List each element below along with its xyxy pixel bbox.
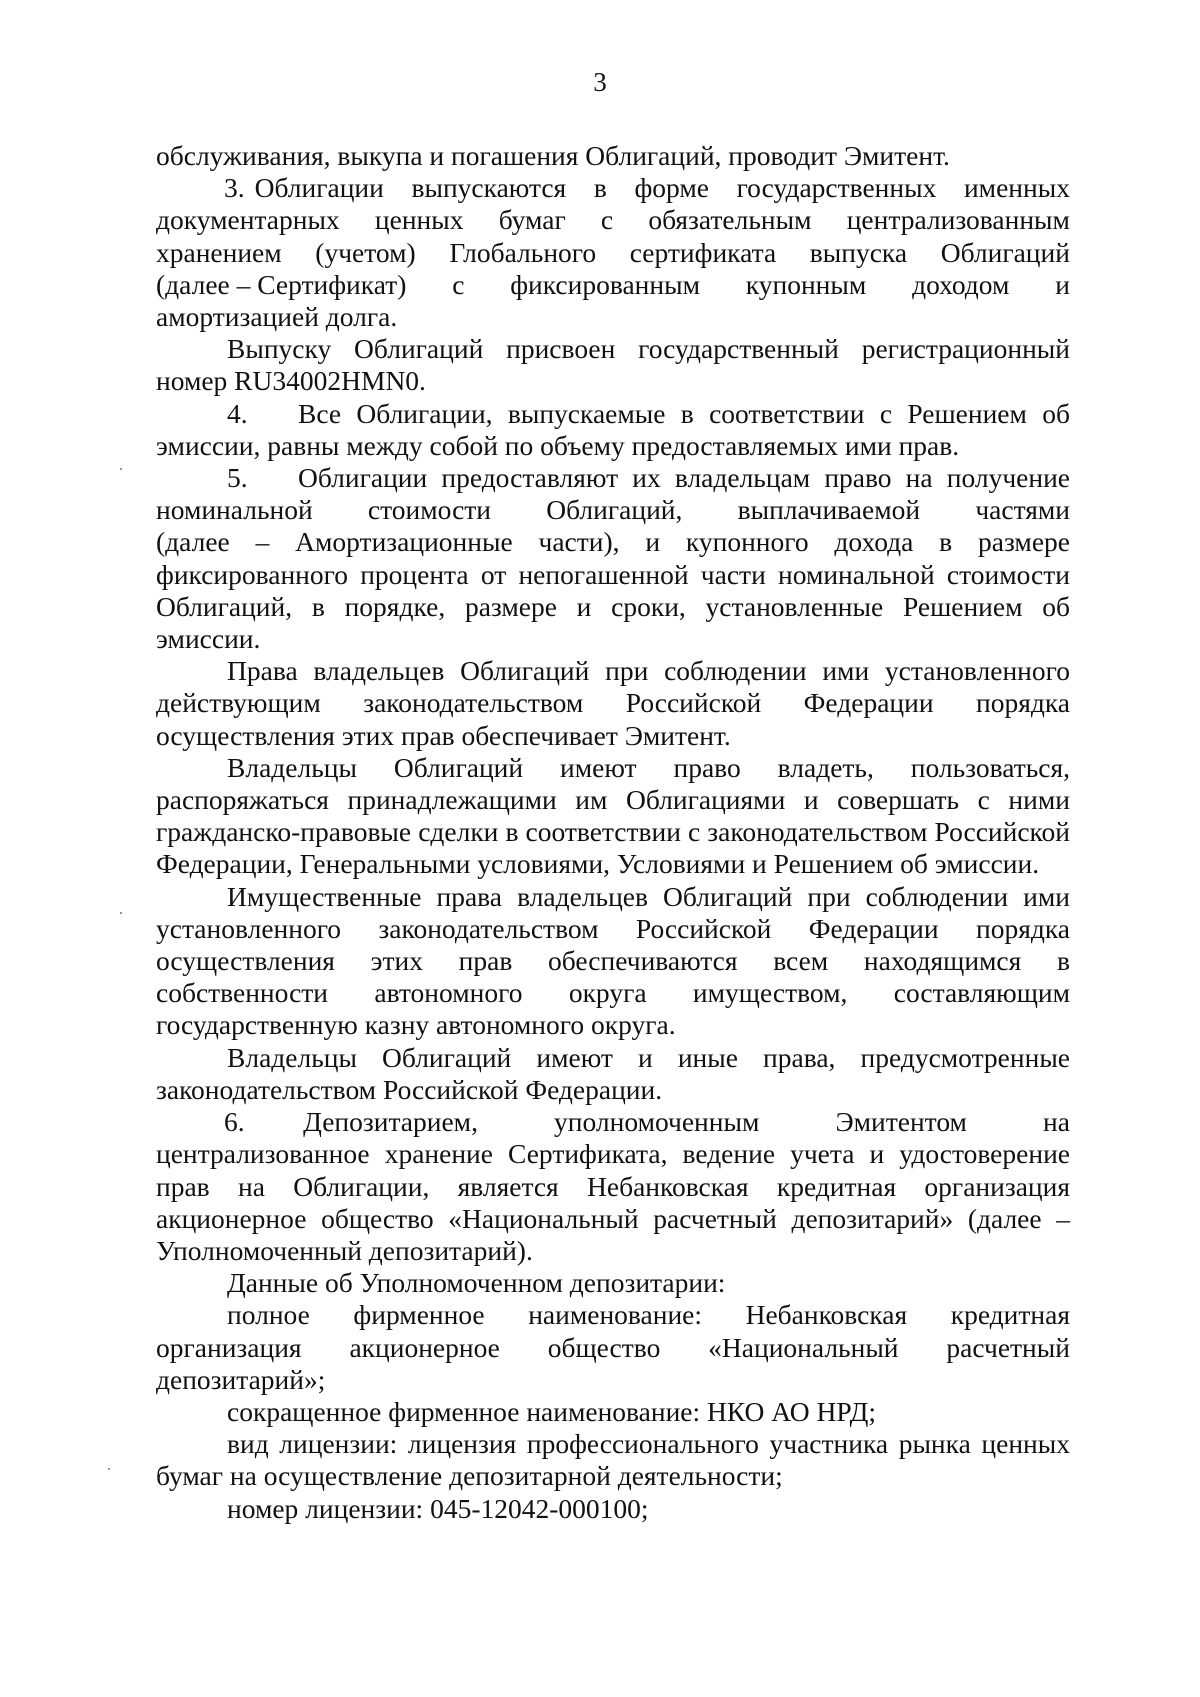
paragraph-4-number: 4. xyxy=(227,397,248,429)
word: Облигации xyxy=(254,172,384,204)
document-body xyxy=(156,140,1070,1525)
paragraph-registration-number: Выпуску Облигаций присвоен государственный регистрационный номер RU34002HMN0. xyxy=(156,333,1070,397)
paragraph-other-rights: Владельцы Облигаций имеют и иные права, предусмотренные законодательством Российской Федерации. xyxy=(156,1041,1070,1105)
word: ценных xyxy=(374,204,464,236)
word: Депозитарием, xyxy=(303,1106,478,1138)
scan-speck xyxy=(108,1468,110,1470)
word: сертификата xyxy=(629,236,777,268)
word: централизованным xyxy=(846,204,1070,236)
word: организация xyxy=(156,1331,302,1363)
paragraph-property-rights: Имущественные права владельцев Облигаций при соблюдении ими установленного законодательством Российской Федерации порядка осуществления этих прав обеспечиваются всем находящимся в собственности автономного округа имуществом, составляющим государственную казну автономного округа. xyxy=(156,880,1070,1041)
word: документарных xyxy=(156,204,340,236)
word: стоимости xyxy=(367,494,492,526)
word: выпускаются xyxy=(411,172,567,204)
paragraph-license-type: вид лицензии: лицензия профессионального участника рынка ценных бумаг на осуществление депозитарной деятельности; xyxy=(156,1428,1070,1492)
paragraph-3-line-5: амортизацией долга. xyxy=(156,301,398,333)
word: в xyxy=(593,172,607,204)
word: акционерное xyxy=(349,1331,500,1363)
paragraph-4-text: Все Облигации, выпускаемые в соответствии с Решением об эмиссии, равны между собой по объему предоставляемых ими прав. xyxy=(156,397,1070,461)
word: обязательным xyxy=(648,204,812,236)
word: государственных xyxy=(736,172,937,204)
word: фирменное xyxy=(353,1299,485,1331)
paragraph-5-line-2 xyxy=(156,494,1070,526)
word: «Национальный xyxy=(708,1331,899,1363)
paragraph-3-line-3 xyxy=(156,237,1070,269)
word: на xyxy=(1043,1106,1070,1138)
paragraph-4 xyxy=(156,398,1070,462)
word: номинальной xyxy=(156,494,313,526)
page-number: 3 xyxy=(593,67,607,97)
paragraph-3-line-2 xyxy=(156,204,1070,236)
word: частями xyxy=(975,494,1070,526)
word: Эмитентом xyxy=(835,1106,967,1138)
paragraph-full-name-line-3: депозитарий»; xyxy=(156,1363,326,1395)
word: полное xyxy=(227,1299,310,1331)
word: с xyxy=(452,268,465,300)
word: купонным xyxy=(745,268,867,300)
word: Глобального xyxy=(449,236,597,268)
paragraph-6-line-1 xyxy=(156,1106,1070,1138)
word: выпуска xyxy=(809,236,908,268)
word: Облигаций, xyxy=(546,494,683,526)
word: форме xyxy=(634,172,709,204)
word: расчетный xyxy=(946,1331,1070,1363)
word: уполномоченным xyxy=(554,1106,760,1138)
paragraph-owners: Владельцы Облигаций имеют право владеть, пользоваться, распоряжаться принадлежащими им Облигациями и совершать с ними гражданско-правовые сделки в соответствии с законодательством Российской Федерации, Генеральными условиями, Условиями и Решением об эмиссии. xyxy=(156,751,1070,880)
paragraph-5-rest: (далее – Амортизационные части), и купонного дохода в размере фиксированного процента от непогашенной части номинальной стоимости Облигаций, в порядке, размере и сроки, установленные Решением об эмиссии. xyxy=(156,526,1070,655)
word: доходом xyxy=(912,268,1010,300)
word: и xyxy=(1055,268,1070,300)
paragraph-full-name-line-1 xyxy=(156,1299,1070,1331)
word: именных xyxy=(963,172,1070,204)
paragraph-3-line-4 xyxy=(156,269,1070,301)
paragraph-rights: Права владельцев Облигаций при соблюдении ими установленного действующим законодательством Российской Федерации порядка осуществления этих прав обеспечивает Эмитент. xyxy=(156,655,1070,751)
word: Облигаций xyxy=(940,236,1070,268)
paragraph-3-line-1 xyxy=(156,172,1070,204)
word: хранением xyxy=(156,236,282,268)
paragraph-license-number: номер лицензии: 045-12042-000100; xyxy=(227,1492,649,1524)
paragraph-depositary-data: Данные об Уполномоченном депозитарии: xyxy=(227,1267,726,1299)
paragraph-5-number: 5. xyxy=(227,462,248,494)
paragraph-short-name: сокращенное фирменное наименование: НКО АО НРД; xyxy=(227,1395,876,1427)
paragraph-full-name-line-2 xyxy=(156,1332,1070,1364)
word: (учетом) xyxy=(315,236,416,268)
paragraph-6-rest: централизованное хранение Сертификата, ведение учета и удостоверение прав на Облигации, является Небанковская кредитная организация акционерное общество «Национальный расчетный депозитарий» (далее – Уполномоченный депозитарий). xyxy=(156,1138,1070,1266)
word: бумаг xyxy=(498,204,566,236)
word: с xyxy=(600,204,614,236)
word: наименование: xyxy=(528,1299,703,1331)
paragraph-6-number: 6. xyxy=(224,1106,245,1138)
word: общество xyxy=(547,1331,661,1363)
word: выплачиваемой xyxy=(737,494,921,526)
paragraph-3-number: 3. xyxy=(224,172,245,204)
word: фиксированным xyxy=(510,268,700,300)
paragraph-continuation: обслуживания, выкупа и погашения Облигаций, проводит Эмитент. xyxy=(156,140,950,171)
word: Небанковская xyxy=(745,1299,908,1331)
paragraph-5-text: Облигации предоставляют их владельцам право на получение xyxy=(298,462,1070,494)
scan-speck xyxy=(120,912,122,914)
scan-speck xyxy=(120,468,122,470)
word: (далее – Сертификат) xyxy=(156,268,407,300)
word: кредитная xyxy=(950,1299,1070,1331)
paragraph-5-line-1 xyxy=(156,462,1070,494)
